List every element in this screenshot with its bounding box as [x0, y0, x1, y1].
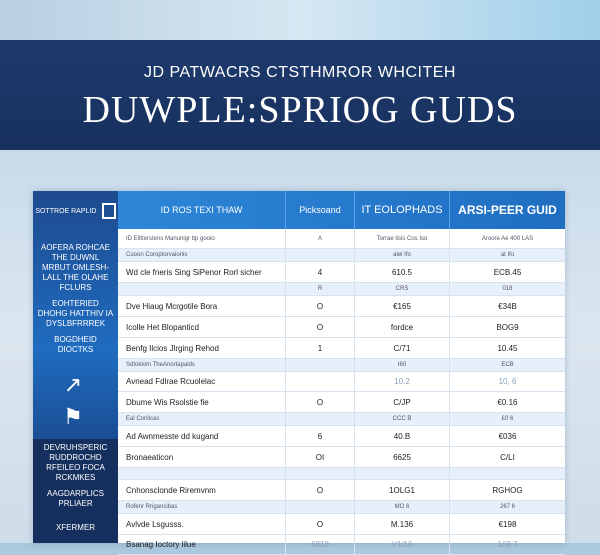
sidebar-logo-text: SOTTROE RAPLID — [35, 207, 97, 215]
table-row — [118, 468, 565, 480]
book-icon — [102, 203, 116, 219]
table-cell-c1: Avlvde Lsgusss. — [126, 519, 184, 529]
table-cell-c1: Bronaeaticon — [126, 452, 174, 462]
table-cell-c1: Dbume Wis Rsolstie fie — [126, 397, 209, 407]
table-cell-c2: 1 — [285, 338, 354, 358]
table-row — [118, 262, 565, 283]
table-cell-c1: Eal Conlicas — [126, 416, 160, 422]
table-cell-c2: O — [285, 514, 354, 534]
table-cell-c3: Torrae lisis Cos Iso — [354, 229, 449, 248]
sidebar-block-1: AOFERA ROHCAE THE DUWNL MRBUT OMLESH-LALL THE OLAHE FCLURS — [41, 243, 110, 292]
table-row — [118, 514, 565, 535]
table-cell-c1: Cuoon Coroptorvaionis — [126, 252, 188, 258]
table-cell-c2 — [285, 249, 354, 261]
table-row — [118, 535, 565, 555]
table-row — [118, 338, 565, 359]
header-col-1: ID ROS TEXI THAW — [160, 205, 243, 215]
table-cell-c2: O — [285, 317, 354, 337]
table-row — [118, 283, 565, 296]
table-cell-c3: CCC B — [354, 413, 449, 425]
table-cell-c2: O — [285, 296, 354, 316]
table-cell-c1: Ad Awnmesste dd kugand — [126, 431, 219, 441]
table-cell-c3: alel Ifo — [354, 249, 449, 261]
table-cell-c3: I60 — [354, 359, 449, 371]
sidebar-bottom-block-1: DEVRUHSPERIC RUDDROCHD RFEILEO FOCA RCKMKES — [43, 443, 108, 482]
table-cell-c1: ID Elltterstens Manunigr bp gooio — [126, 235, 215, 242]
table-cell-c1: Rofenr Rrigancibas — [126, 504, 178, 510]
table-cell-c2 — [285, 359, 354, 371]
table-cell-c3: CRS — [354, 283, 449, 295]
table-cell-c2: O — [285, 392, 354, 412]
table-cell-c3: M.136 — [354, 514, 449, 534]
table-cell-c2: 6818 — [285, 535, 354, 554]
header-col-3: IT EOLOPHADS — [354, 191, 449, 229]
table-cell-c2: OI — [285, 447, 354, 467]
table-cell-c4: £0 6 — [449, 413, 565, 425]
sidebar-logo — [33, 203, 118, 219]
table-row — [118, 392, 565, 413]
person-icon: ⚑ — [63, 404, 83, 429]
table-row — [118, 480, 565, 501]
table-row — [118, 413, 565, 426]
table-cell-c2 — [285, 501, 354, 513]
table-cell-c1: Dve Hiaug Mcrgotile Bora — [126, 301, 218, 311]
sidebar — [33, 191, 118, 543]
banner-title: DUWPLE:SPRIOG GUDS — [82, 89, 518, 131]
table-cell-c3: 6625 — [354, 447, 449, 467]
table-cell-c1 — [126, 468, 286, 479]
table-cell-c1: Avnead Fdlrae Rcuolelac — [126, 377, 216, 386]
table-cell-c3: MO 6 — [354, 501, 449, 513]
table-cell-c4: C/LI — [449, 447, 565, 467]
table-cell-c1 — [126, 283, 286, 295]
table-cell-c4: €198 — [449, 514, 565, 534]
table-cell-c4: at Ifo — [449, 249, 565, 261]
table-cell-c3: 610.5 — [354, 262, 449, 282]
table-row — [118, 426, 565, 447]
header-banner — [0, 40, 600, 150]
chart-icon: ↗ — [63, 372, 83, 397]
sidebar-footer — [33, 439, 118, 543]
table-cell-c3: C/71 — [354, 338, 449, 358]
table-cell-c2 — [285, 468, 354, 479]
table-cell-c2: R — [285, 283, 354, 295]
table-cell-c3: C/JP — [354, 392, 449, 412]
header-col-4: ARSI-PEER GUID — [449, 191, 565, 229]
table-cell-c4: 10, 6 — [449, 372, 565, 391]
sidebar-bottom-block-2: AAGDARPLICS PRLIAER — [47, 489, 104, 508]
table-row — [118, 317, 565, 338]
table-cell-c4: €0.16 — [449, 392, 565, 412]
table-cell-c2: O — [285, 480, 354, 500]
sidebar-block-2: EOHTERIED DHOHG HATTHIV IA DYSLBFRRREK — [37, 299, 114, 328]
sidebar-bottom-block-3: XFERMER — [55, 523, 96, 532]
table-cell-c2 — [285, 413, 354, 425]
table-cell-c4: 267 6 — [449, 501, 565, 513]
table-cell-c3: 10.2 — [354, 372, 449, 391]
table-cell-c3: €165 — [354, 296, 449, 316]
table-cell-c4 — [449, 468, 565, 479]
table-row — [118, 229, 565, 249]
table-row — [118, 447, 565, 468]
table-cell-c4: ECB.45 — [449, 262, 565, 282]
table-row — [118, 359, 565, 372]
table-cell-c1: Sdtoklom TheAnortapalds — [126, 362, 195, 368]
table-cell-c3: fordce — [354, 317, 449, 337]
table-cell-c1: Icolle Het Blopanticd — [126, 322, 199, 332]
table-cell-c4: 168 7 — [449, 535, 565, 554]
table-cell-c4: 10.45 — [449, 338, 565, 358]
table-cell-c4: BOG9 — [449, 317, 565, 337]
table-cell-c2: A — [285, 229, 354, 248]
table-cell-c3: V1/16 — [354, 535, 449, 554]
table-row — [118, 372, 565, 392]
table-cell-c2 — [285, 372, 354, 391]
table-cell-c4: RGHOG — [449, 480, 565, 500]
table-cell-c4: 018 — [449, 283, 565, 295]
table-cell-c4: Aroore Ae 400 LAS — [449, 229, 565, 248]
table-cell-c3 — [354, 468, 449, 479]
table-row — [118, 296, 565, 317]
table-row — [118, 249, 565, 262]
table-cell-c1: Bsanag Ioctory lilue — [126, 540, 196, 549]
table-cell-c3: 40.B — [354, 426, 449, 446]
table-header — [118, 191, 565, 229]
table-cell-c1: Wd cle fneris Sing SiPenor Rorl sicher — [126, 267, 262, 277]
guide-sheet — [33, 191, 565, 549]
table-cell-c1: Cnhonsclonde Riremvnm — [126, 485, 216, 495]
table-cell-c2: 6 — [285, 426, 354, 446]
table-cell-c4: €036 — [449, 426, 565, 446]
table-cell-c3: 1OLG1 — [354, 480, 449, 500]
banner-subtitle: JD PATWACRS CTSTHMROR WHCITEH — [144, 64, 456, 81]
table-row — [118, 501, 565, 514]
sidebar-block-3: BOGDHEID DIOCTKS — [54, 335, 97, 354]
table-cell-c4: ECB — [449, 359, 565, 371]
header-col-2: Picksoand — [285, 191, 354, 229]
top-background — [0, 0, 600, 40]
table-cell-c4: €34B — [449, 296, 565, 316]
table-cell-c1: Benfg Ilcios Jlrging Rehod — [126, 343, 219, 353]
table-cell-c2: 4 — [285, 262, 354, 282]
